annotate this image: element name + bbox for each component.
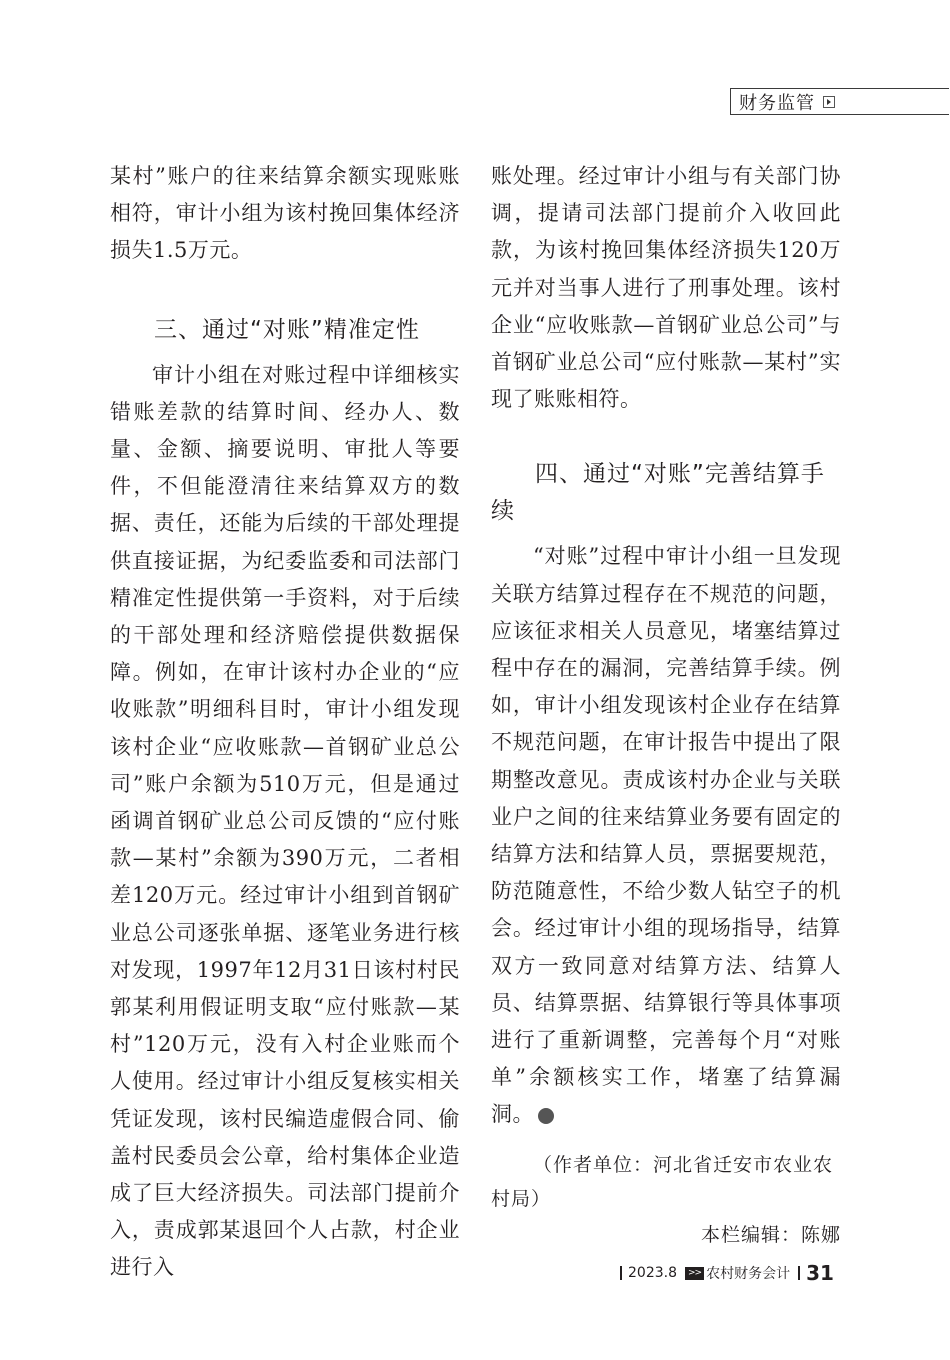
issue-date: 2023.8 <box>628 1265 677 1281</box>
column-editor: 本栏编辑：陈娜 <box>700 1223 841 1246</box>
footer-divider <box>620 1266 622 1280</box>
play-arrow-icon <box>823 96 835 108</box>
right-paragraph-1: 账处理。经过审计小组与有关部门协调，提请司法部门提前介入收回此款，为该村挽回集体经济损失120万元并对当事人进行了刑事处理。该村企业“应收账款—首钢矿业总公司”与首钢矿业总公司“应付账款—某村”实现了账账相符。 <box>491 164 841 412</box>
left-paragraph-1: 某村”账户的往来结算余额实现账账相符，审计小组为该村挽回集体经济损失1.5万元。 <box>110 164 460 263</box>
double-chevron-icon: >> <box>685 1267 704 1280</box>
section-heading-3: 三、通过“对账”精准定性 <box>154 316 420 343</box>
left-paragraph-2: 审计小组在对账过程中详细核实错账差款的结算时间、经办人、数量、金额、摘要说明、审批人等要件，不但能澄清往来结算双方的数据、责任，还能为后续的干部处理提供直接证据，为纪委监委和司法部门精准定性提供第一手资料，对于后续的干部处理和经济赔偿提供数据保障。例如，在审计该村办企业的“应收账款”明细科目时，审计小组发现该村企业“应收账款—首钢矿业总公司”账户余额为510万元，但是通过函调首钢矿业总公司反馈的“应付账款—某村”余额为390万元，二者相差120万元。经过审计小组到首钢矿业总公司逐张单据、逐笔业务进行核对发现，1997年12月31日该村村民郭某利用假证明支取“应付账款—某村”120万元，没有入村企业账而个人使用。经过审计小组反复核实相关凭证发现，该村民编造虚假合同、偷盖村民委员会公章，给村集体企业造成了巨大经济损失。司法部门提前介入，责成郭某退回个人占款，村企业进行入 <box>110 362 460 1280</box>
author-note: （作者单位：河北省迁安市农业农村局） <box>491 1153 834 1210</box>
magazine-name: 农村财务会计 <box>706 1266 791 1282</box>
page-footer <box>620 1262 834 1284</box>
ck-end-mark-icon: CK <box>538 1108 554 1124</box>
page-number: 31 <box>806 1261 834 1285</box>
footer-divider-2 <box>798 1266 800 1280</box>
right-paragraph-2 <box>491 538 841 1133</box>
section-label: 财务监管 <box>739 92 815 114</box>
left-column <box>110 158 460 1287</box>
section-heading-4: 四、通过“对账”完善结算手续 <box>491 461 825 525</box>
section-tab <box>730 88 949 115</box>
right-column <box>491 158 841 1252</box>
right-paragraph-2-text: “对账”过程中审计小组一旦发现关联方结算过程存在不规范的问题，应该征求相关人员意见，堵塞结算过程中存在的漏洞，完善结算手续。例如，审计小组发现该村企业存在结算不规范问题，在审计报告中提出了限期整改意见。责成该村办企业与关联业户之间的往来结算业务要有固定的结算方法和结算人员，票据要规范，防范随意性，不给少数人钻空子的机会。经过审计小组的现场指导，结算双方一致同意对结算方法、结算人员、结算票据、结算银行等具体事项进行了重新调整，完善每个月“对账单”余额核实工作，堵塞了结算漏洞。 <box>491 544 841 1127</box>
